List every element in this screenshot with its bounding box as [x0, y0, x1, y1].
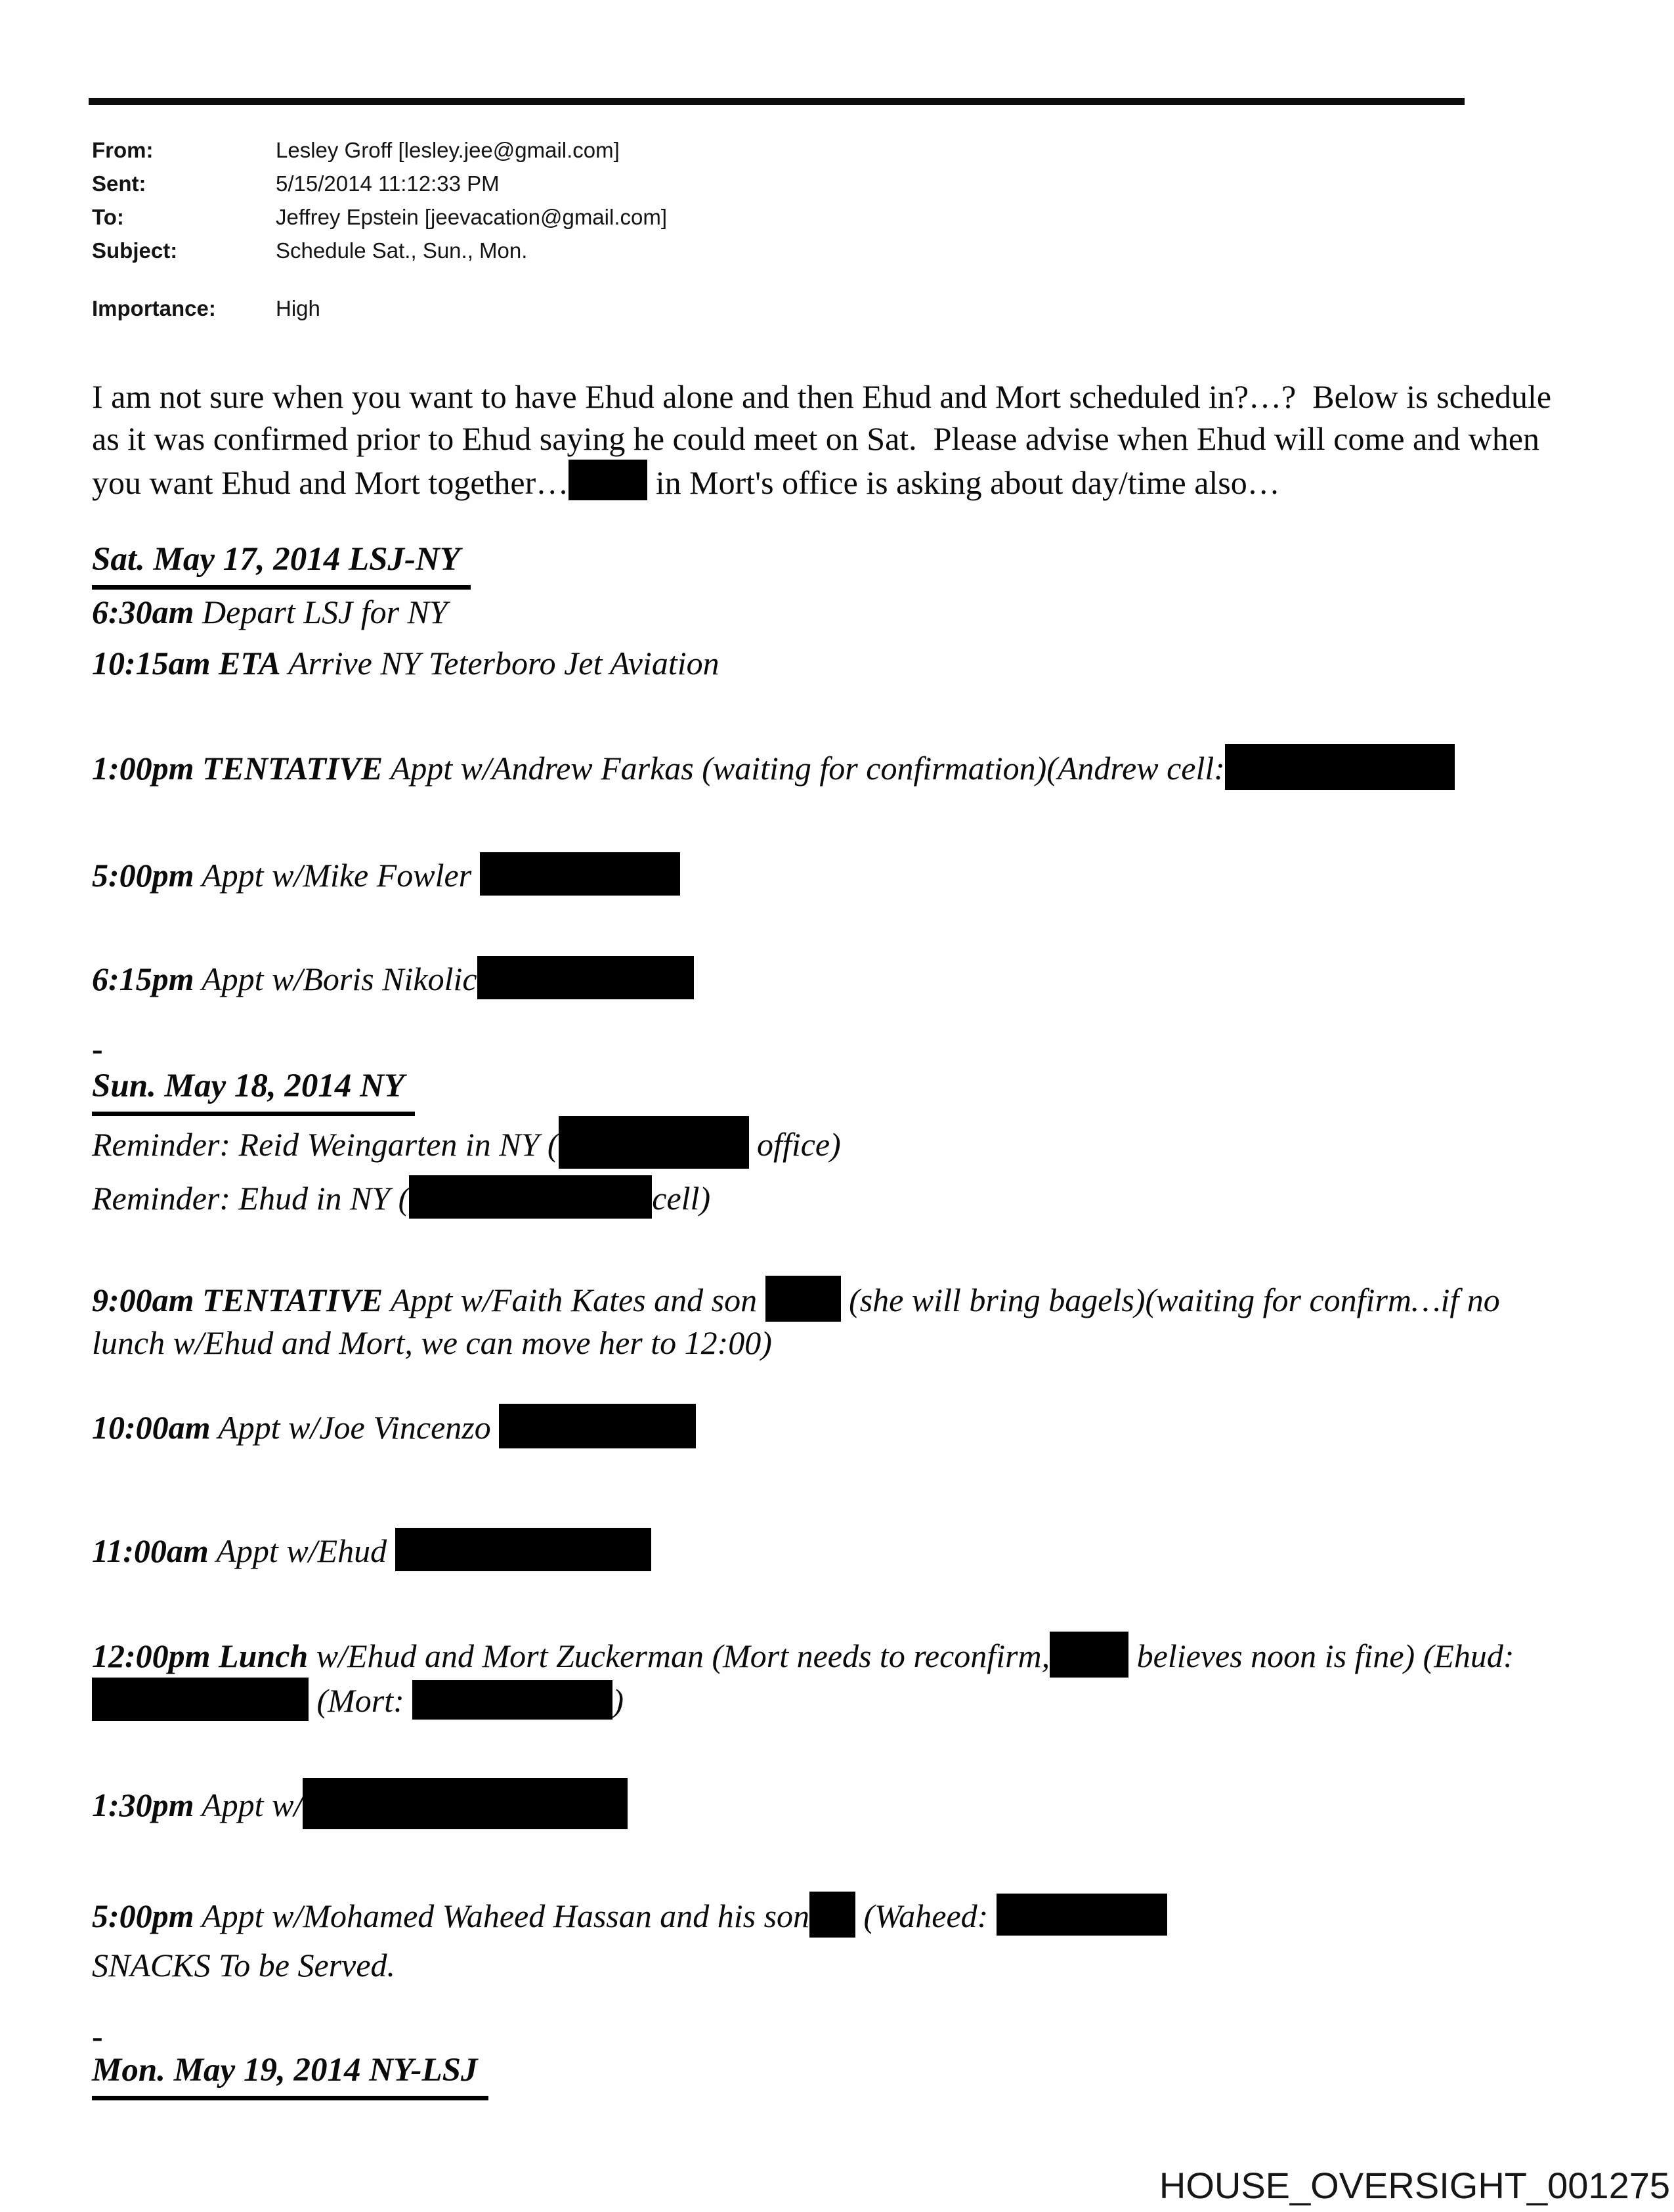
redaction-box: [409, 1175, 652, 1219]
separator-dash: -: [92, 1030, 103, 1067]
email-header-rows: [92, 138, 667, 272]
header-field-value: Jeffrey Epstein [jeevacation@gmail.com]: [276, 205, 667, 229]
text-segment: 5:00pm: [92, 1898, 194, 1934]
email-body-intro: [92, 376, 1628, 504]
redaction-box: [1050, 1632, 1128, 1678]
text-segment: 9:00am TENTATIVE: [92, 1282, 383, 1318]
schedule-line: [92, 956, 1648, 1001]
text-segment: Appt w/Mike Fowler: [194, 857, 480, 894]
email-header-row: [92, 171, 667, 205]
header-divider-rule: [89, 98, 1465, 105]
text-segment: SNACKS To be Served.: [92, 1947, 396, 1984]
text-segment: 11:00am: [92, 1532, 209, 1569]
text-segment: believes noon is fine) (Ehud:: [1128, 1637, 1514, 1674]
importance-label: Importance:: [92, 296, 216, 320]
importance-row: [92, 296, 667, 330]
schedule-line: [92, 1116, 1648, 1169]
text-segment: (she will bring bagels)(waiting for confirm…if no: [840, 1282, 1500, 1318]
text-segment: Reminder: Reid Weingarten in NY (: [92, 1126, 559, 1163]
text-segment: Arrive NY Teterboro Jet Aviation: [280, 645, 719, 682]
text-segment: cell): [652, 1180, 711, 1217]
header-field-label: To:: [92, 205, 124, 229]
email-header: [92, 138, 667, 330]
redaction-box: [1225, 744, 1455, 790]
redaction-box: [997, 1894, 1167, 1936]
header-field-value: Schedule Sat., Sun., Mon.: [276, 238, 528, 263]
separator-dash: -: [92, 2018, 103, 2054]
text-segment: Appt w/Boris Nikolic: [194, 961, 477, 997]
text-segment: Reminder: Ehud in NY (: [92, 1180, 410, 1217]
text-segment: I am not sure when you want to have Ehud alone and then Ehud and Mort scheduled in?…? Below is schedule: [92, 378, 1552, 415]
redaction-box: [480, 852, 680, 896]
redaction-box: [303, 1778, 628, 1829]
redaction-box: [395, 1528, 651, 1571]
date-heading: [92, 1065, 1648, 1116]
text-segment: in Mort's office is asking about day/time also…: [647, 464, 1280, 501]
schedule-line: [92, 1528, 1648, 1572]
schedule-line: [92, 1632, 1648, 1722]
schedule-list: [92, 538, 1648, 2100]
email-header-row: [92, 238, 667, 272]
schedule-line: [92, 1404, 1648, 1449]
text-segment: w/Ehud and Mort Zuckerman (Mort needs to reconfirm,: [308, 1637, 1050, 1674]
schedule-line: [92, 642, 1648, 685]
date-heading: [92, 2049, 1648, 2100]
redaction-box: [477, 956, 694, 999]
text-segment: 10:00am: [92, 1409, 211, 1446]
bates-number: HOUSE_OVERSIGHT_001275: [1159, 2165, 1670, 2206]
text-segment: Appt w/Faith Kates and son: [383, 1282, 765, 1318]
text-segment: Appt w/Mohamed Waheed Hassan and his son: [194, 1898, 810, 1934]
header-field-label: Subject:: [92, 238, 178, 263]
text-segment: ): [612, 1682, 624, 1719]
redaction-box: [499, 1404, 696, 1448]
text-segment: office): [748, 1126, 841, 1163]
text-segment: 6:15pm: [92, 961, 194, 997]
date-heading: [92, 538, 1648, 590]
schedule-line: [92, 1944, 1648, 1987]
header-field-value: Lesley Groff [lesley.jee@gmail.com]: [276, 138, 620, 162]
text-segment: Appt w/Andrew Farkas (waiting for confirmation)(Andrew cell:: [383, 750, 1225, 787]
text-segment: lunch w/Ehud and Mort, we can move her to 12:00): [92, 1324, 772, 1361]
redaction-box: [559, 1116, 749, 1169]
redaction-box: [569, 460, 647, 500]
redaction-box: [809, 1892, 855, 1938]
date-heading-text: Mon. May 19, 2014 NY-LSJ: [92, 2049, 488, 2100]
schedule-line: [92, 591, 1648, 634]
schedule-line: [92, 852, 1648, 897]
text-segment: 6:30am: [92, 594, 194, 630]
text-segment: (Mort:: [309, 1682, 413, 1719]
header-field-label: Sent:: [92, 171, 146, 196]
text-segment: 1:30pm: [92, 1787, 194, 1823]
schedule-line: [92, 744, 1648, 790]
text-segment: 12:00pm Lunch: [92, 1637, 309, 1674]
schedule-line: [92, 1892, 1648, 1938]
redaction-box: [765, 1276, 841, 1322]
date-heading-text: Sat. May 17, 2014 LSJ-NY: [92, 538, 471, 590]
text-segment: you want Ehud and Mort together…: [92, 464, 569, 501]
text-segment: 5:00pm: [92, 857, 194, 894]
text-segment: (Waheed:: [855, 1898, 997, 1934]
email-header-row: [92, 138, 667, 171]
email-header-row: [92, 205, 667, 238]
importance-value: High: [276, 296, 320, 320]
text-segment: Depart LSJ for NY: [194, 594, 448, 630]
schedule-line: [92, 1778, 1648, 1829]
text-segment: 1:00pm TENTATIVE: [92, 750, 383, 787]
schedule-line: [92, 1175, 1648, 1220]
text-segment: as it was confirmed prior to Ehud saying he could meet on Sat. Please advise when Ehud will come and when: [92, 420, 1540, 457]
redaction-box: [92, 1678, 309, 1721]
text-segment: Appt w/Ehud: [208, 1532, 395, 1569]
text-segment: Appt w/Joe Vincenzo: [210, 1409, 500, 1446]
header-field-label: From:: [92, 138, 154, 162]
text-segment: Appt w/: [194, 1787, 303, 1823]
schedule-line: [92, 1276, 1648, 1364]
text-segment: 10:15am ETA: [92, 645, 281, 682]
redaction-box: [412, 1680, 612, 1720]
header-field-value: 5/15/2014 11:12:33 PM: [276, 171, 500, 196]
date-heading-text: Sun. May 18, 2014 NY: [92, 1065, 415, 1116]
